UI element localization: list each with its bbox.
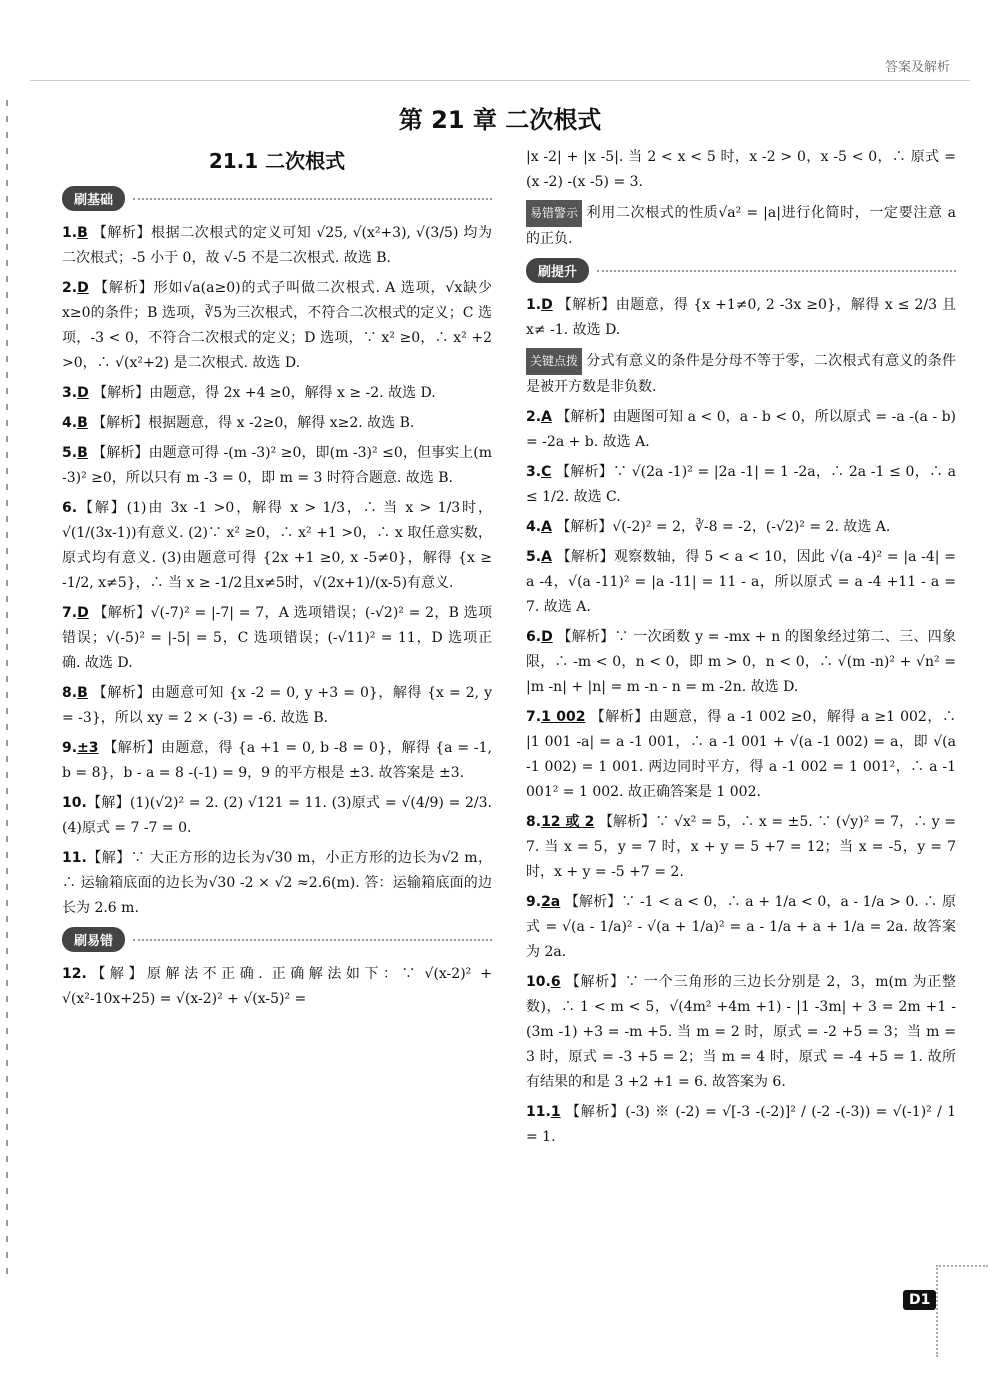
answer-item [526, 515, 956, 540]
answer-text: 【解析】根据题意，得 x -2≥0，解得 x≥2. 故选 B. [92, 415, 415, 431]
answer-item [526, 625, 956, 700]
answer-text: 【解析】由题意，得 {a +1 = 0, b -8 = 0}，解得 {a = -1, b = 8}，b - a = 8 -(-1) = 9，9 的平方根是 ±3. 故答案是 ±3. [62, 740, 493, 781]
dotted-divider [133, 198, 492, 200]
answer-item [62, 276, 492, 376]
answer-number: 7. [526, 709, 542, 725]
continued-answer: |x -2| + |x -5|. 当 2 < x < 5 时，x -2 > 0，x -5 < 0，∴ 原式 = (x -2) -(x -5) = 3. [526, 149, 956, 190]
answer-number: 2. [526, 409, 542, 425]
answer-choice: 1 002 [541, 709, 586, 725]
answer-item [526, 890, 956, 965]
answer-text: 【解析】(-3) ※ (-2) = √[-3 -(-2)]² / (-2 -(-3)) = √(-1)² / 1 = 1. [526, 1104, 956, 1145]
answer-choice: A [541, 519, 552, 535]
answer-item [62, 411, 492, 436]
answer-choice: 1 [550, 1104, 561, 1120]
answer-number: 2. [62, 280, 78, 296]
answer-item [526, 545, 956, 620]
answer-number: 5. [62, 445, 78, 461]
answer-number: 11. [526, 1104, 551, 1120]
answer-number: 6. [526, 629, 542, 645]
corner-mark [936, 1265, 988, 1357]
left-column [62, 145, 492, 1017]
binding-edge [6, 100, 8, 1277]
answer-number: 5. [526, 549, 542, 565]
header-label: 答案及解析 [884, 60, 950, 75]
answer-text: 【解】(1)(√2)² = 2. (2) √121 = 11. (3)原式 = √(4/9) = 2/3. (4)原式 = 7 -7 = 0. [62, 795, 492, 836]
answer-number: 4. [62, 415, 78, 431]
answer-text: 【解析】∵ -1 < a < 0，∴ a + 1/a < 0，a - 1/a > 0. ∴ 原式 = √(a - 1/a)² - √(a + 1/a)² = a - 1/a + a + 1/a = 2a. 故答案为 2a. [526, 894, 956, 960]
answer-text: 【解析】由题意，得 a -1 002 ≥0，解得 a ≥1 002，∴ |1 001 -a| = a -1 001，∴ a -1 001 + √(a -1 002) = a，即 √(a -1 002) = 1 001. 两边同时平方，得 a -1 002 = 1 001²，∴ a -1 001² = 1 002. 故正确答案是 1 002. [526, 709, 957, 800]
answer-choice: D [77, 385, 89, 401]
answer-text: 【解析】∵ 一个三角形的三边长分别是 2，3，m(m 为正整数)，∴ 1 < m < 5，√(4m² +4m +1) - |1 -3m| + 3 = 2m +1 -(3m -1) +3 = -m +5. 当 m = 2 时，原式 = -2 +5 = 3；当 m = 3 时，原式 = -3 +5 = 2；当 m = 4 时，原式 = -4 +5 = 1. 故所有结果的和是 3 +2 +1 = 6. 故答案为 6. [526, 974, 956, 1090]
answer-text: 【解析】由题图可知 a < 0，a - b < 0，所以原式 = -a -(a - b) = -2a + b. 故选 A. [526, 409, 956, 450]
warning-text: 利用二次根式的性质√a² = |a|进行化简时，一定要注意 a 的正负. [526, 205, 956, 247]
answer-number: 8. [526, 814, 542, 830]
answer-text: 【解析】∵ 一次函数 y = -mx + n 的图象经过第二、三、四象限，∴ -m < 0，n < 0，即 m > 0，n < 0，∴ √(m -n)² + √n² = |m -n| + |n| = m -n - n = m -2n. 故选 D. [526, 629, 956, 695]
answer-text: 【解析】形如√a(a≥0)的式子叫做二次根式. A 选项，√x缺少x≥0的条件；B 选项，∛5为三次根式，不符合二次根式的定义；C 选项，-3 < 0，不符合二次根式的定义；D 选项，∵ x² ≥0，∴ x² +2 >0，∴ √(x²+2) 是二次根式. 故选 D. [62, 280, 492, 371]
answer-text: 【解析】√(-2)² = 2，∛-8 = -2，(-√2)² = 2. 故选 A. [556, 519, 891, 535]
answer-item [526, 293, 956, 343]
answer-text: 【解析】由题意可知 {x -2 = 0, y +3 = 0}，解得 {x = 2, y = -3}，所以 xy = 2 × (-3) = -6. 故选 B. [62, 685, 492, 726]
header-rule [30, 80, 970, 81]
answer-choice: D [77, 280, 89, 296]
answer-item [62, 381, 492, 406]
answer-item [526, 1100, 956, 1150]
answer-item [62, 791, 492, 841]
answer-item [62, 846, 492, 921]
answer-number: 1. [62, 225, 78, 241]
answer-item [526, 405, 956, 455]
right-column [526, 145, 956, 1155]
answer-item [526, 810, 956, 885]
chapter-title: 第 21 章 二次根式 [398, 106, 602, 134]
answer-text: 【解析】√(-7)² = |-7| = 7，A 选项错误；(-√2)² = 2，B 选项错误；√(-5)² = |-5| = 5，C 选项错误；(-√11)² = 11，D 选项正确. 故选 D. [62, 605, 492, 671]
answer-item [62, 736, 492, 786]
page-number: D1 [903, 1290, 936, 1310]
answer-choice: B [77, 685, 88, 701]
answer-item [526, 705, 956, 805]
answer-number: 8. [62, 685, 78, 701]
left-answer-list [62, 221, 492, 1012]
answer-text: 【解析】由题意，得 2x +4 ≥0，解得 x ≥ -2. 故选 D. [93, 385, 436, 401]
answer-item [62, 496, 492, 596]
answer-item [62, 962, 492, 1012]
tag-basic-row [62, 186, 492, 211]
answer-text: 【解析】观察数轴，得 5 < a < 10，因此 √(a -4)² = |a -4| = a -4，√(a -11)² = |a -11| = 11 - a，所以原式 = a -4 +11 - a = 7. 故选 A. [526, 549, 956, 615]
key-label: 关键点拨 [526, 348, 582, 375]
answer-choice: 12 或 2 [541, 814, 595, 830]
dotted-divider [597, 270, 956, 272]
tag-error-row [62, 927, 492, 952]
answer-item [62, 221, 492, 271]
answer-choice: ±3 [77, 740, 99, 756]
answer-number: 9. [62, 740, 78, 756]
answer-text: 【解】(1)由 3x -1 >0，解得 x > 1/3，∴ 当 x > 1/3时，√(1/(3x-1))有意义. (2)∵ x² ≥0，∴ x² +1 >0，∴ x 取任意实数，原式均有意义. (3)由题意可得 {2x +1 ≥0, x -5≠0}，解得 {x ≥ -1/2, x≠5}，∴ 当 x ≥ -1/2且x≠5时，√(2x+1)/(x-5)有意义. [62, 500, 492, 591]
answer-choice: D [541, 297, 553, 313]
answer-choice: A [541, 549, 552, 565]
answer-choice: 2a [541, 894, 561, 910]
warning-label: 易错警示 [526, 200, 582, 227]
answer-text: 【解析】由题意可得 -(m -3)² ≥0，即(m -3)² ≤0，但事实上(m -3)² ≥0，所以只有 m -3 = 0，即 m = 3 时符合题意. 故选 B. [62, 445, 492, 486]
answer-number: 7. [62, 605, 78, 621]
section-title: 21.1 二次根式 [208, 149, 346, 173]
tag-basic: 刷基础 [62, 186, 125, 211]
answer-text: 【解析】∵ √x² = 5，∴ x = ±5. ∵ (√y)² = 7，∴ y = 7. 当 x = 5，y = 7 时，x + y = 5 +7 = 12；当 x = -5，y = 7 时，x + y = -5 +7 = 2. [526, 814, 956, 880]
answer-item [62, 681, 492, 731]
answer-number: 10. [62, 795, 87, 811]
right-answer-list [526, 293, 956, 1150]
answer-item [62, 601, 492, 676]
answer-text: 【解】原解法不正确. 正确解法如下：∵ √(x-2)² + √(x²-10x+25) = √(x-2)² + √(x-5)² = [62, 966, 492, 1007]
answer-number: 3. [62, 385, 78, 401]
warning-note [526, 200, 956, 252]
key-note [526, 348, 956, 400]
answer-choice: D [77, 605, 89, 621]
answer-text: 【解析】由题意，得 {x +1≠0, 2 -3x ≥0}，解得 x ≤ 2/3 且 x≠ -1. 故选 D. [526, 297, 956, 338]
tag-error: 刷易错 [62, 927, 125, 952]
answer-number: 4. [526, 519, 542, 535]
answer-item [526, 970, 956, 1095]
answer-text: 【解析】根据二次根式的定义可知 √25, √(x²+3), √(3/5) 均为二次根式；-5 小于 0，故 √-5 不是二次根式. 故选 B. [62, 225, 492, 266]
answer-text: 【解】∵ 大正方形的边长为√30 m，小正方形的边长为√2 m，∴ 运输箱底面的边长为√30 -2 × √2 ≈2.6(m). 答：运输箱底面的边长为 2.6 m. [62, 850, 492, 916]
tag-up-row [526, 258, 956, 283]
answer-number: 11. [62, 850, 87, 866]
answer-choice: D [541, 629, 553, 645]
answer-choice: C [541, 464, 552, 480]
answer-choice: B [77, 415, 88, 431]
answer-number: 9. [526, 894, 542, 910]
answer-number: 12. [62, 966, 87, 982]
answer-number: 1. [526, 297, 542, 313]
answer-item [62, 441, 492, 491]
key-text: 分式有意义的条件是分母不等于零，二次根式有意义的条件是被开方数是非负数. [526, 353, 956, 395]
answer-choice: 6 [550, 974, 561, 990]
answer-number: 10. [526, 974, 551, 990]
tag-up: 刷提升 [526, 258, 589, 283]
answer-choice: A [541, 409, 552, 425]
dotted-divider [133, 939, 492, 941]
answer-number: 6. [62, 500, 78, 516]
answer-text: 【解析】∵ √(2a -1)² = |2a -1| = 1 -2a，∴ 2a -1 ≤ 0，∴ a ≤ 1/2. 故选 C. [526, 464, 956, 505]
answer-choice: B [77, 225, 88, 241]
answer-item [526, 460, 956, 510]
answer-choice: B [77, 445, 88, 461]
answer-number: 3. [526, 464, 542, 480]
